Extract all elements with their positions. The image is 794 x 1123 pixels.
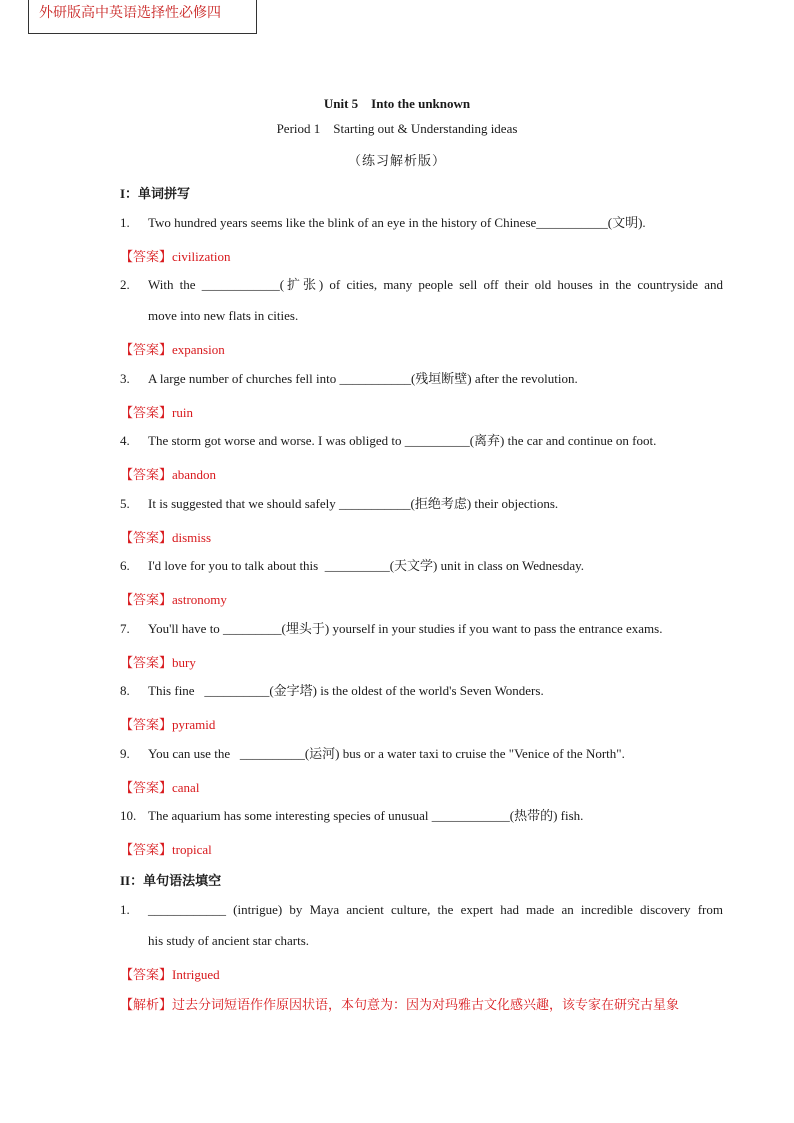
question-number: 4. <box>120 433 130 448</box>
grammar-analysis-1 <box>120 994 723 1013</box>
question-text: Two hundred years seems like the blink of an eye in the history of Chinese___________(文明). <box>148 215 646 230</box>
question-3 <box>120 369 578 389</box>
question-number: 1. <box>120 215 130 230</box>
answer-text: dismiss <box>172 530 212 545</box>
question-number: 6. <box>120 558 130 573</box>
question-text-continued: his study of ancient star charts. <box>148 933 310 948</box>
answer-label: 【答案】 <box>120 781 173 796</box>
question-number: 2. <box>120 277 130 292</box>
question-text-continued: move into new flats in cities. <box>148 308 299 323</box>
answer-label: 【答案】 <box>120 718 173 733</box>
answer-label: 【答案】 <box>120 656 173 671</box>
answer-7 <box>120 652 196 671</box>
question-text: With the ____________(扩张) of cities, many people sell off their old houses in the countryside and <box>148 277 723 292</box>
answer-text: tropical <box>172 842 212 857</box>
answer-text: astronomy <box>172 592 227 607</box>
section-heading-spelling: I：单词拼写 <box>120 186 191 201</box>
answer-label: 【答案】 <box>120 343 173 358</box>
answer-label: 【答案】 <box>120 531 173 546</box>
answer-label: 【答案】 <box>120 406 173 421</box>
edition-note: （练习解析版） <box>347 153 446 168</box>
question-1 <box>120 213 646 233</box>
question-number: 10. <box>120 808 137 823</box>
answer-label: 【答案】 <box>120 593 173 608</box>
answer-text: expansion <box>172 342 225 357</box>
analysis-label: 【解析】 <box>120 998 173 1013</box>
question-5 <box>120 494 558 514</box>
period-subtitle: Period 1 Starting out & Understanding ideas <box>276 121 518 136</box>
answer-text: pyramid <box>172 717 216 732</box>
answer-6 <box>120 589 227 608</box>
question-number: 8. <box>120 683 130 698</box>
answer-label: 【答案】 <box>120 250 173 265</box>
question-number: 7. <box>120 621 130 636</box>
question-9 <box>120 744 625 764</box>
answer-9 <box>120 777 199 796</box>
question-text: You can use the __________(运河) bus or a water taxi to cruise the "Venice of the North". <box>148 746 625 761</box>
section-heading-grammar: II：单句语法填空 <box>120 873 222 888</box>
question-text: The aquarium has some interesting species of unusual ____________(热带的) fish. <box>148 808 584 823</box>
document-tag: 外研版高中英语选择性必修四 <box>28 0 257 34</box>
question-2 <box>120 275 723 326</box>
answer-text: Intrigued <box>172 967 220 982</box>
question-text: It is suggested that we should safely ___________(拒绝考虑) their objections. <box>148 496 559 511</box>
question-7 <box>120 619 662 639</box>
answer-2 <box>120 339 225 358</box>
analysis-text: 过去分词短语作作原因状语，本句意为：因为对玛雅古文化感兴趣，该专家在研究古星象 <box>172 997 680 1012</box>
question-number: 1. <box>120 902 130 917</box>
question-number: 9. <box>120 746 130 761</box>
question-number: 3. <box>120 371 130 386</box>
question-10 <box>120 806 583 826</box>
answer-text: abandon <box>172 467 217 482</box>
unit-title: Unit 5 Into the unknown <box>323 96 471 111</box>
answer-text: ruin <box>172 405 193 420</box>
answer-text: civilization <box>172 249 231 264</box>
question-text: I'd love for you to talk about this __________(天文学) unit in class on Wednesday. <box>148 558 585 573</box>
answer-label: 【答案】 <box>120 468 173 483</box>
answer-8 <box>120 714 215 733</box>
answer-text: bury <box>172 655 196 670</box>
grammar-question-1 <box>120 900 723 951</box>
question-text: You'll have to _________(埋头于) yourself in your studies if you want to pass the entrance exams. <box>148 621 663 636</box>
answer-10 <box>120 839 212 858</box>
question-6 <box>120 556 584 576</box>
question-text: The storm got worse and worse. I was obliged to __________(离弃) the car and continue on foot. <box>148 433 657 448</box>
answer-5 <box>120 527 211 546</box>
answer-label: 【答案】 <box>120 843 173 858</box>
question-number: 5. <box>120 496 130 511</box>
answer-3 <box>120 402 193 421</box>
question-8 <box>120 681 544 701</box>
question-text: ____________ (intrigue) by Maya ancient culture, the expert had made an incredible discovery from <box>148 902 723 917</box>
answer-label: 【答案】 <box>120 968 173 983</box>
answer-text: canal <box>172 780 200 795</box>
answer-4 <box>120 464 216 483</box>
grammar-answer-1 <box>120 964 220 983</box>
question-4 <box>120 431 656 451</box>
question-text: A large number of churches fell into ___________(残垣断壁) after the revolution. <box>148 371 578 386</box>
question-text: This fine __________(金字塔) is the oldest of the world's Seven Wonders. <box>148 683 544 698</box>
answer-1 <box>120 246 231 265</box>
